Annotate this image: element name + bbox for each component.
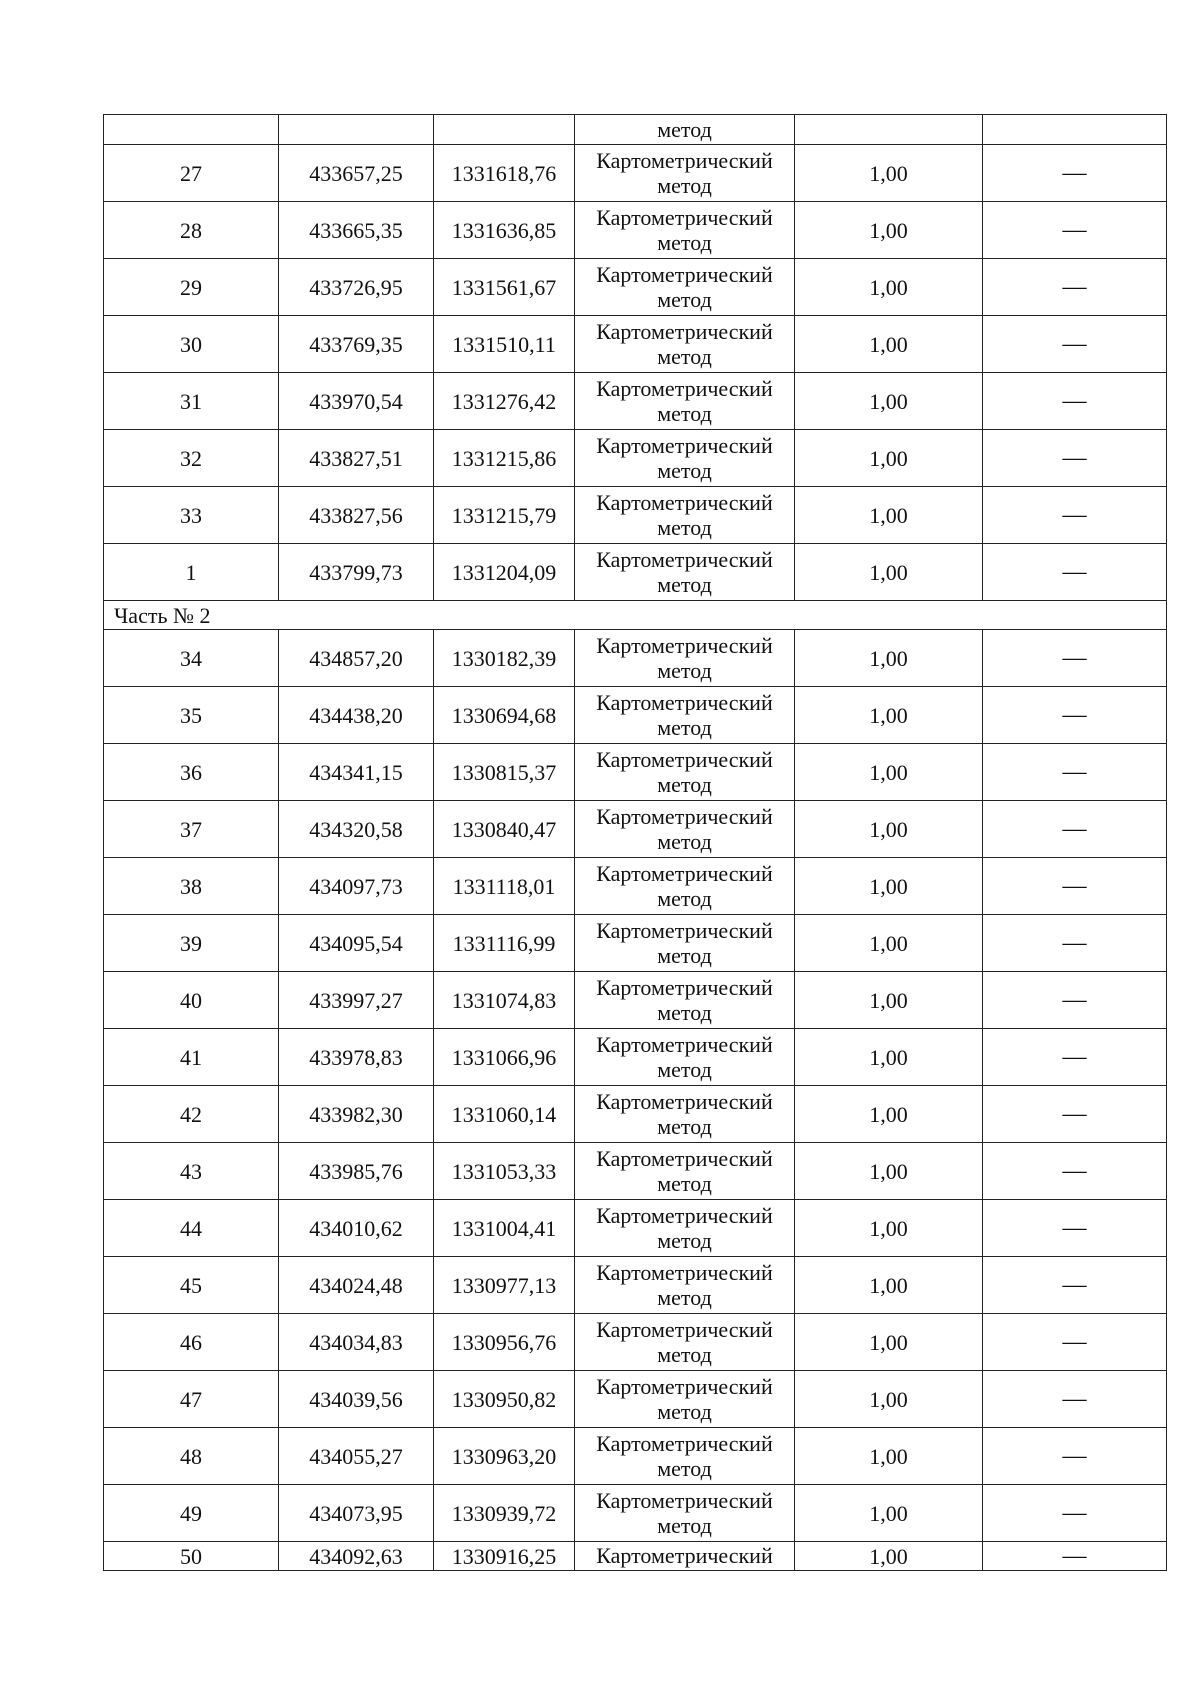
table-row [104, 259, 1167, 316]
cell-x: 433665,35 [279, 202, 434, 259]
method-line2: метод [657, 1171, 712, 1196]
cell-accuracy: 1,00 [795, 1086, 983, 1143]
table-row [104, 630, 1167, 687]
cell-x: 434039,56 [279, 1371, 434, 1428]
cell-description: — [983, 1485, 1167, 1542]
cell-method [575, 687, 795, 744]
cell-description: — [983, 744, 1167, 801]
cell-num: 41 [104, 1029, 279, 1086]
table-row [104, 316, 1167, 373]
cell-num: 29 [104, 259, 279, 316]
cell-method [575, 202, 795, 259]
table-row [104, 1371, 1167, 1428]
method-line1: Картометрический [596, 376, 773, 401]
cell-x: 433827,56 [279, 487, 434, 544]
cell-y: 1331004,41 [434, 1200, 575, 1257]
cell-num: 39 [104, 915, 279, 972]
cell-x: 434097,73 [279, 858, 434, 915]
cell-method [575, 1542, 795, 1571]
cell-num: 36 [104, 744, 279, 801]
method-line2: метод [657, 1057, 712, 1082]
method-line2: метод [657, 1513, 712, 1538]
cell-description: — [983, 1257, 1167, 1314]
cell-y: 1330182,39 [434, 630, 575, 687]
cell-description: — [983, 972, 1167, 1029]
cell-num: 32 [104, 430, 279, 487]
cell-y: 1331060,14 [434, 1086, 575, 1143]
section-row [104, 601, 1167, 630]
cell-method [575, 1086, 795, 1143]
method-line1: Картометрический [596, 1317, 773, 1342]
method-line1: Картометрический [596, 747, 773, 772]
cell-method [575, 115, 795, 145]
cell-accuracy: 1,00 [795, 687, 983, 744]
table-row [104, 373, 1167, 430]
cell-description: — [983, 687, 1167, 744]
cell-y: 1331204,09 [434, 544, 575, 601]
cell-method [575, 1257, 795, 1314]
method-line2: метод [657, 401, 712, 426]
method-line1: Картометрический [596, 490, 773, 515]
method-line1: Картометрический [596, 319, 773, 344]
method-line2: метод [657, 230, 712, 255]
cell-accuracy: 1,00 [795, 1029, 983, 1086]
cell-accuracy: 1,00 [795, 1371, 983, 1428]
method-line2: метод [657, 173, 712, 198]
table-row [104, 145, 1167, 202]
cell-num: 34 [104, 630, 279, 687]
cell-method [575, 1371, 795, 1428]
method-line2: метод [657, 1342, 712, 1367]
method-line2: метод [657, 829, 712, 854]
method-line1: Картометрический [596, 1146, 773, 1171]
cell-y: 1331510,11 [434, 316, 575, 373]
cell-accuracy: 1,00 [795, 487, 983, 544]
method-line2: метод [657, 1114, 712, 1139]
method-line1: Картометрический [596, 1032, 773, 1057]
coordinates-table [103, 114, 1167, 1571]
cell-description: — [983, 259, 1167, 316]
cell-description: — [983, 1200, 1167, 1257]
method-line1: Картометрический [596, 148, 773, 173]
cell-y: 1330694,68 [434, 687, 575, 744]
table-row [104, 858, 1167, 915]
section-label: Часть № 2 [104, 601, 1167, 630]
table-row [104, 972, 1167, 1029]
method-line1: Картометрический [596, 1488, 773, 1513]
cell-x: 434024,48 [279, 1257, 434, 1314]
cell-accuracy: 1,00 [795, 316, 983, 373]
cell-method [575, 915, 795, 972]
cell-y: 1331636,85 [434, 202, 575, 259]
cell-y: 1331066,96 [434, 1029, 575, 1086]
cell-x: 433657,25 [279, 145, 434, 202]
cell-accuracy: 1,00 [795, 1143, 983, 1200]
table-row [104, 1428, 1167, 1485]
cell-accuracy: 1,00 [795, 1485, 983, 1542]
cell-description: — [983, 858, 1167, 915]
table-row [104, 744, 1167, 801]
cell-x: 434438,20 [279, 687, 434, 744]
cell-description: — [983, 1143, 1167, 1200]
cell-x: 434073,95 [279, 1485, 434, 1542]
cell-y: 1331276,42 [434, 373, 575, 430]
table-row [104, 544, 1167, 601]
cell-accuracy: 1,00 [795, 1428, 983, 1485]
method-line2: метод [657, 658, 712, 683]
method-line2: метод [657, 572, 712, 597]
cell-y: 1331116,99 [434, 915, 575, 972]
cell-num: 38 [104, 858, 279, 915]
cell-method [575, 1143, 795, 1200]
table-row [104, 202, 1167, 259]
table-row [104, 1086, 1167, 1143]
cell-accuracy: 1,00 [795, 972, 983, 1029]
method-line1: Картометрический [596, 861, 773, 886]
cell-y: 1330815,37 [434, 744, 575, 801]
cell-description: — [983, 487, 1167, 544]
cell-accuracy: 1,00 [795, 1200, 983, 1257]
cell-x: 433997,27 [279, 972, 434, 1029]
cell-x: 433799,73 [279, 544, 434, 601]
method-line1: Картометрический [596, 804, 773, 829]
method-line1: Картометрический [596, 1203, 773, 1228]
cell-method [575, 972, 795, 1029]
cell-method [575, 544, 795, 601]
cell-accuracy: 1,00 [795, 430, 983, 487]
cell-description: — [983, 544, 1167, 601]
method-line2: метод [657, 943, 712, 968]
cell-num: 35 [104, 687, 279, 744]
table-row-continued [104, 115, 1167, 145]
cell-method [575, 801, 795, 858]
cell-method [575, 630, 795, 687]
method-line2: метод [657, 515, 712, 540]
cell-method [575, 259, 795, 316]
cell-x: 434092,63 [279, 1542, 434, 1571]
cell-num: 49 [104, 1485, 279, 1542]
cell-description: — [983, 145, 1167, 202]
method-line1: Картометрический [596, 433, 773, 458]
cell-x: 434034,83 [279, 1314, 434, 1371]
table-row [104, 1257, 1167, 1314]
method-line1: Картометрический [596, 1089, 773, 1114]
cell-accuracy: 1,00 [795, 1314, 983, 1371]
table-row [104, 1485, 1167, 1542]
cell-method [575, 1314, 795, 1371]
method-line1: Картометрический [596, 262, 773, 287]
cell-description: — [983, 1371, 1167, 1428]
cell-y: 1331074,83 [434, 972, 575, 1029]
table-row [104, 1143, 1167, 1200]
method-line2: метод [657, 458, 712, 483]
cell-num: 48 [104, 1428, 279, 1485]
cell-method [575, 1485, 795, 1542]
cell-x: 433726,95 [279, 259, 434, 316]
cell-accuracy: 1,00 [795, 373, 983, 430]
cell-x: 433970,54 [279, 373, 434, 430]
cell-description: — [983, 1029, 1167, 1086]
cell-num: 46 [104, 1314, 279, 1371]
cell-y: 1331118,01 [434, 858, 575, 915]
method-line2: метод [657, 344, 712, 369]
method-line2: метод [657, 1000, 712, 1025]
cell-x: 433978,83 [279, 1029, 434, 1086]
method-line1: Картометрический [596, 547, 773, 572]
cell-description: — [983, 630, 1167, 687]
cell-method [575, 1029, 795, 1086]
cell-method [575, 1428, 795, 1485]
cell-num: 1 [104, 544, 279, 601]
cell-x: 433985,76 [279, 1143, 434, 1200]
method-line2: метод [657, 772, 712, 797]
cell-num: 43 [104, 1143, 279, 1200]
cell-accuracy: 1,00 [795, 915, 983, 972]
cell-y: 1331215,86 [434, 430, 575, 487]
method-line2: метод [657, 1456, 712, 1481]
method-line1: Картометрический [596, 205, 773, 230]
table-row [104, 487, 1167, 544]
cell-num: 47 [104, 1371, 279, 1428]
method-line1: Картометрический [596, 918, 773, 943]
cell-y: 1330963,20 [434, 1428, 575, 1485]
cell-accuracy: 1,00 [795, 259, 983, 316]
cell-x: 434095,54 [279, 915, 434, 972]
cell-method [575, 145, 795, 202]
cell-num: 30 [104, 316, 279, 373]
cell-y: 1330939,72 [434, 1485, 575, 1542]
cell-description: — [983, 1542, 1167, 1571]
cell-x: 434857,20 [279, 630, 434, 687]
cell-num: 44 [104, 1200, 279, 1257]
method-line2: метод [657, 117, 712, 142]
cell-y [434, 115, 575, 145]
cell-y: 1330956,76 [434, 1314, 575, 1371]
table-row-last [104, 1542, 1167, 1571]
cell-x: 434320,58 [279, 801, 434, 858]
cell-x: 434341,15 [279, 744, 434, 801]
cell-x: 434010,62 [279, 1200, 434, 1257]
cell-num: 33 [104, 487, 279, 544]
cell-method [575, 487, 795, 544]
cell-accuracy: 1,00 [795, 744, 983, 801]
method-line1: Картометрический [596, 1260, 773, 1285]
method-line2: метод [657, 1285, 712, 1310]
cell-accuracy [795, 115, 983, 145]
cell-num: 28 [104, 202, 279, 259]
cell-accuracy: 1,00 [795, 1257, 983, 1314]
method-line1: Картометрический [596, 1374, 773, 1399]
table-row [104, 1314, 1167, 1371]
cell-y: 1331618,76 [434, 145, 575, 202]
cell-accuracy: 1,00 [795, 801, 983, 858]
cell-y: 1331053,33 [434, 1143, 575, 1200]
cell-accuracy: 1,00 [795, 544, 983, 601]
cell-description [983, 115, 1167, 145]
cell-x [279, 115, 434, 145]
method-line1: Картометрический [596, 1431, 773, 1456]
table-row [104, 1200, 1167, 1257]
cell-y: 1330977,13 [434, 1257, 575, 1314]
cell-description: — [983, 202, 1167, 259]
cell-x: 433827,51 [279, 430, 434, 487]
cell-y: 1330950,82 [434, 1371, 575, 1428]
cell-num [104, 115, 279, 145]
method-line1: Картометрический [596, 975, 773, 1000]
cell-y: 1330916,25 [434, 1542, 575, 1571]
method-line1: Картометрический [596, 633, 773, 658]
cell-description: — [983, 1428, 1167, 1485]
cell-description: — [983, 316, 1167, 373]
cell-description: — [983, 373, 1167, 430]
cell-accuracy: 1,00 [795, 630, 983, 687]
cell-num: 45 [104, 1257, 279, 1314]
table-row [104, 915, 1167, 972]
cell-num: 40 [104, 972, 279, 1029]
cell-y: 1330840,47 [434, 801, 575, 858]
table-row [104, 430, 1167, 487]
cell-accuracy: 1,00 [795, 145, 983, 202]
cell-x: 434055,27 [279, 1428, 434, 1485]
table-row [104, 801, 1167, 858]
cell-accuracy: 1,00 [795, 858, 983, 915]
cell-num: 27 [104, 145, 279, 202]
cell-method [575, 316, 795, 373]
cell-accuracy: 1,00 [795, 202, 983, 259]
method-line2: метод [657, 287, 712, 312]
cell-method [575, 744, 795, 801]
cell-method [575, 430, 795, 487]
method-line1: Картометрический [596, 1543, 773, 1568]
table-row [104, 687, 1167, 744]
cell-description: — [983, 801, 1167, 858]
table-row [104, 1029, 1167, 1086]
cell-x: 433769,35 [279, 316, 434, 373]
cell-y: 1331215,79 [434, 487, 575, 544]
cell-description: — [983, 1314, 1167, 1371]
method-line2: метод [657, 886, 712, 911]
cell-description: — [983, 915, 1167, 972]
method-line1: Картометрический [596, 690, 773, 715]
cell-accuracy: 1,00 [795, 1542, 983, 1571]
cell-description: — [983, 430, 1167, 487]
method-line2: метод [657, 715, 712, 740]
cell-method [575, 373, 795, 430]
cell-x: 433982,30 [279, 1086, 434, 1143]
cell-method [575, 858, 795, 915]
cell-num: 50 [104, 1542, 279, 1571]
method-line2: метод [657, 1399, 712, 1424]
cell-num: 42 [104, 1086, 279, 1143]
cell-num: 37 [104, 801, 279, 858]
cell-description: — [983, 1086, 1167, 1143]
cell-num: 31 [104, 373, 279, 430]
cell-y: 1331561,67 [434, 259, 575, 316]
cell-method [575, 1200, 795, 1257]
method-line2: метод [657, 1228, 712, 1253]
